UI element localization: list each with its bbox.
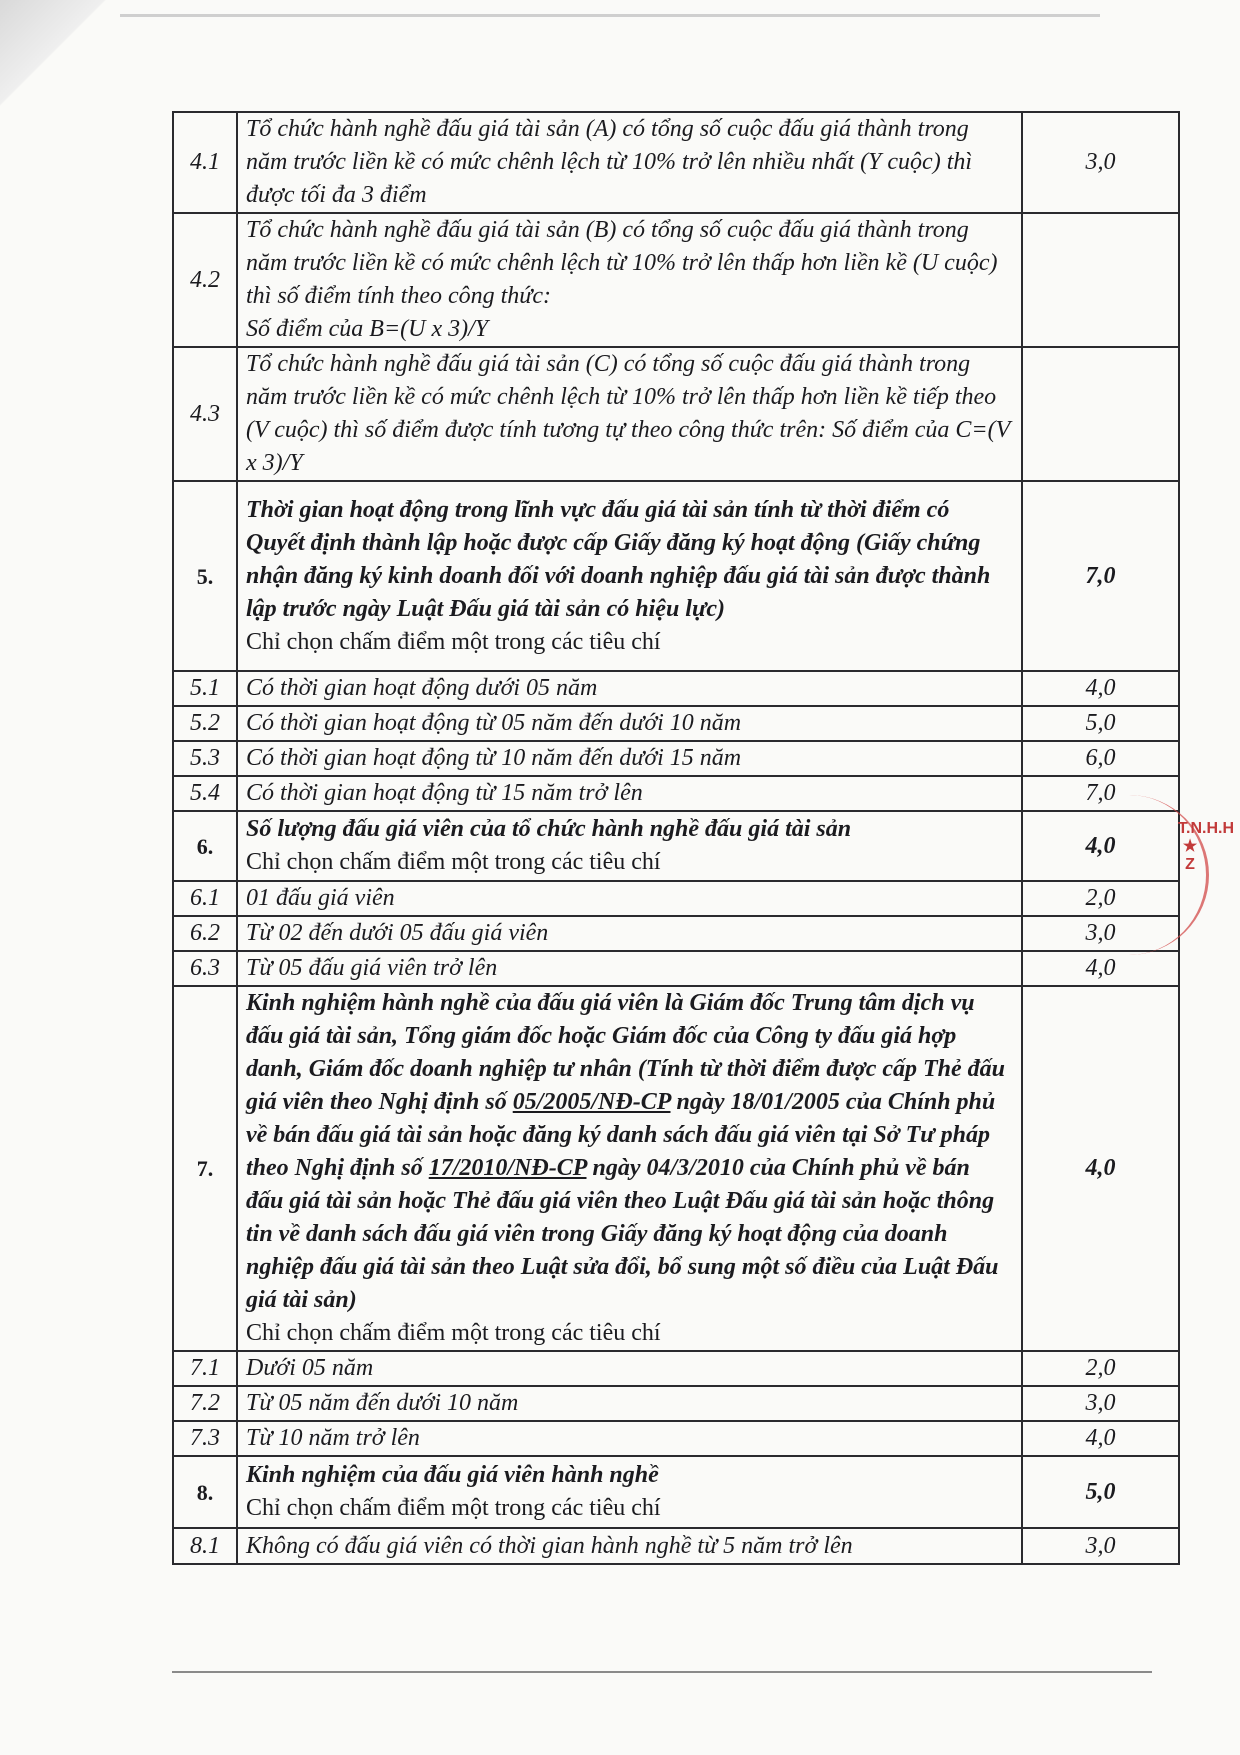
row-points: 2,0 <box>1022 881 1179 916</box>
row-text: Có thời gian hoạt động dưới 05 năm <box>237 671 1022 706</box>
table-row <box>173 916 1179 951</box>
row-text: Từ 10 năm trở lên <box>237 1421 1022 1456</box>
row-number: 7.1 <box>173 1351 237 1386</box>
row-points: 3,0 <box>1022 1386 1179 1421</box>
row-number: 7.3 <box>173 1421 237 1456</box>
table-row <box>173 811 1179 881</box>
seal-stamp <box>1126 795 1234 955</box>
table-row <box>173 881 1179 916</box>
row-text: Không có đấu giá viên có thời gian hành nghề từ 5 năm trở lên <box>237 1528 1022 1564</box>
section-number: 5. <box>173 481 237 671</box>
section-subtext: Chỉ chọn chấm điểm một trong các tiêu chí <box>246 628 661 655</box>
row-text: Tổ chức hành nghề đấu giá tài sản (B) có tổng số cuộc đấu giá thành trong năm trước liền kề có mức chênh lệch từ 10% trở lên thấp hơn liền kề (U cuộc) thì số điểm tính theo công thức: <box>246 217 998 309</box>
table-row <box>173 986 1179 1351</box>
criteria-table <box>172 111 1180 1565</box>
row-points: 7,0 <box>1022 776 1179 811</box>
row-text: Dưới 05 năm <box>237 1351 1022 1386</box>
heading-part: ngày 18/01/2005 của Chính phủ về bán đấu giá tài sản hoặc đăng ký danh sách đấu giá viên tại Sở Tư pháp theo Nghị định số <box>246 1089 996 1181</box>
row-number: 5.3 <box>173 741 237 776</box>
section-number: 7. <box>173 986 237 1351</box>
row-points: 5,0 <box>1022 706 1179 741</box>
row-text: Từ 02 đến dưới 05 đấu giá viên <box>237 916 1022 951</box>
table-row <box>173 671 1179 706</box>
row-number: 6.1 <box>173 881 237 916</box>
section-number: 6. <box>173 811 237 881</box>
row-formula: Số điểm của B=(U x 3)/Y <box>246 316 489 342</box>
row-number: 7.2 <box>173 1386 237 1421</box>
table-row <box>173 347 1179 481</box>
row-number: 6.2 <box>173 916 237 951</box>
section-heading <box>246 987 1013 1317</box>
section-heading: Thời gian hoạt động trong lĩnh vực đấu giá tài sản tính từ thời điểm có Quyết định thành lập hoặc được cấp Giấy đăng ký hoạt động (Giấy chứng nhận đăng ký kinh doanh đối với doanh nghiệp đấu giá tài sản được thành lập trước ngày Luật Đấu giá tài sản có hiệu lực) <box>246 496 991 622</box>
section-text-cell <box>237 1456 1022 1528</box>
row-text: Có thời gian hoạt động từ 10 năm đến dưới 15 năm <box>237 741 1022 776</box>
row-number: 5.1 <box>173 671 237 706</box>
row-number: 4.2 <box>173 213 237 347</box>
row-text: Từ 05 đấu giá viên trở lên <box>237 951 1022 986</box>
row-points: 6,0 <box>1022 741 1179 776</box>
heading-part: ngày 04/3/2010 của Chính phủ về bán đấu giá tài sản hoặc Thẻ đấu giá viên theo Luật Đấu giá tài sản hoặc thông tin về danh sách đấu giá viên trong Giấy đăng ký hoạt động của doanh nghiệp đấu giá tài sản theo Luật sửa đổi, bổ sung một số điều của Luật Đấu giá tài sản) <box>246 1155 999 1313</box>
decree-link-2005[interactable]: 05/2005/NĐ-CP <box>512 1089 671 1115</box>
row-number: 4.1 <box>173 112 237 213</box>
table-row <box>173 741 1179 776</box>
section-subtext: Chỉ chọn chấm điểm một trong các tiêu chí <box>246 1320 661 1346</box>
section-subtext: Chỉ chọn chấm điểm một trong các tiêu chí <box>246 849 661 875</box>
table-row <box>173 776 1179 811</box>
table-row <box>173 1351 1179 1386</box>
section-points: 4,0 <box>1022 986 1179 1351</box>
row-text: Từ 05 năm đến dưới 10 năm <box>237 1386 1022 1421</box>
table-row <box>173 213 1179 347</box>
section-points: 4,0 <box>1022 811 1179 881</box>
table-row <box>173 1386 1179 1421</box>
row-points: 2,0 <box>1022 1351 1179 1386</box>
row-text: Tổ chức hành nghề đấu giá tài sản (A) có tổng số cuộc đấu giá thành trong năm trước liền kề có mức chênh lệch từ 10% trở lên nhiều nhất (Y cuộc) thì được tối đa 3 điểm <box>237 112 1022 213</box>
row-text-cell <box>237 213 1022 347</box>
page-bottom-line <box>172 1671 1152 1673</box>
row-text: Tổ chức hành nghề đấu giá tài sản (C) có tổng số cuộc đấu giá thành trong năm trước liền kề có mức chênh lệch từ 10% trở lên thấp hơn liền kề tiếp theo (V cuộc) thì số điểm được tính tương tự theo công thức trên: Số điểm của C=(V x 3)/Y <box>237 347 1022 481</box>
page-top-edge <box>120 14 1100 17</box>
row-points: 4,0 <box>1022 671 1179 706</box>
section-number: 8. <box>173 1456 237 1528</box>
section-text-cell <box>237 811 1022 881</box>
row-points <box>1022 347 1179 481</box>
seal-stamp-text: T.N.H.H ★ Z <box>1178 820 1234 873</box>
row-text: Có thời gian hoạt động từ 15 năm trở lên <box>237 776 1022 811</box>
row-number: 5.4 <box>173 776 237 811</box>
section-points: 5,0 <box>1022 1456 1179 1528</box>
row-number: 4.3 <box>173 347 237 481</box>
section-subtext: Chỉ chọn chấm điểm một trong các tiêu chí <box>246 1495 661 1521</box>
section-points: 7,0 <box>1022 481 1179 671</box>
table-row <box>173 1421 1179 1456</box>
row-number: 6.3 <box>173 951 237 986</box>
table-row <box>173 706 1179 741</box>
table-row <box>173 1528 1179 1564</box>
decree-link-2010[interactable]: 17/2010/NĐ-CP <box>428 1155 587 1181</box>
row-points: 3,0 <box>1022 112 1179 213</box>
heading-part: Kinh nghiệm hành nghề của đấu giá viên là Giám đốc Trung tâm dịch vụ đấu giá tài sản, Tổng giám đốc hoặc Giám đốc của Công ty đấu giá hợp danh, Giám đốc doanh nghiệp tư nhân (Tính từ thời điểm được cấp Thẻ đấu giá viên theo Nghị định số <box>246 990 1005 1115</box>
row-number: 8.1 <box>173 1528 237 1564</box>
row-points: 4,0 <box>1022 1421 1179 1456</box>
folded-corner <box>0 0 120 140</box>
row-number: 5.2 <box>173 706 237 741</box>
table-row <box>173 951 1179 986</box>
section-text-cell <box>237 481 1022 671</box>
row-text: 01 đấu giá viên <box>237 881 1022 916</box>
table-row <box>173 481 1179 671</box>
section-heading: Kinh nghiệm của đấu giá viên hành nghề <box>246 1462 659 1488</box>
table-row <box>173 1456 1179 1528</box>
row-points <box>1022 213 1179 347</box>
row-points: 4,0 <box>1022 951 1179 986</box>
row-text: Có thời gian hoạt động từ 05 năm đến dưới 10 năm <box>237 706 1022 741</box>
row-points: 3,0 <box>1022 1528 1179 1564</box>
row-points: 3,0 <box>1022 916 1179 951</box>
table-row <box>173 112 1179 213</box>
section-heading: Số lượng đấu giá viên của tổ chức hành nghề đấu giá tài sản <box>246 816 852 842</box>
section-text-cell <box>237 986 1022 1351</box>
